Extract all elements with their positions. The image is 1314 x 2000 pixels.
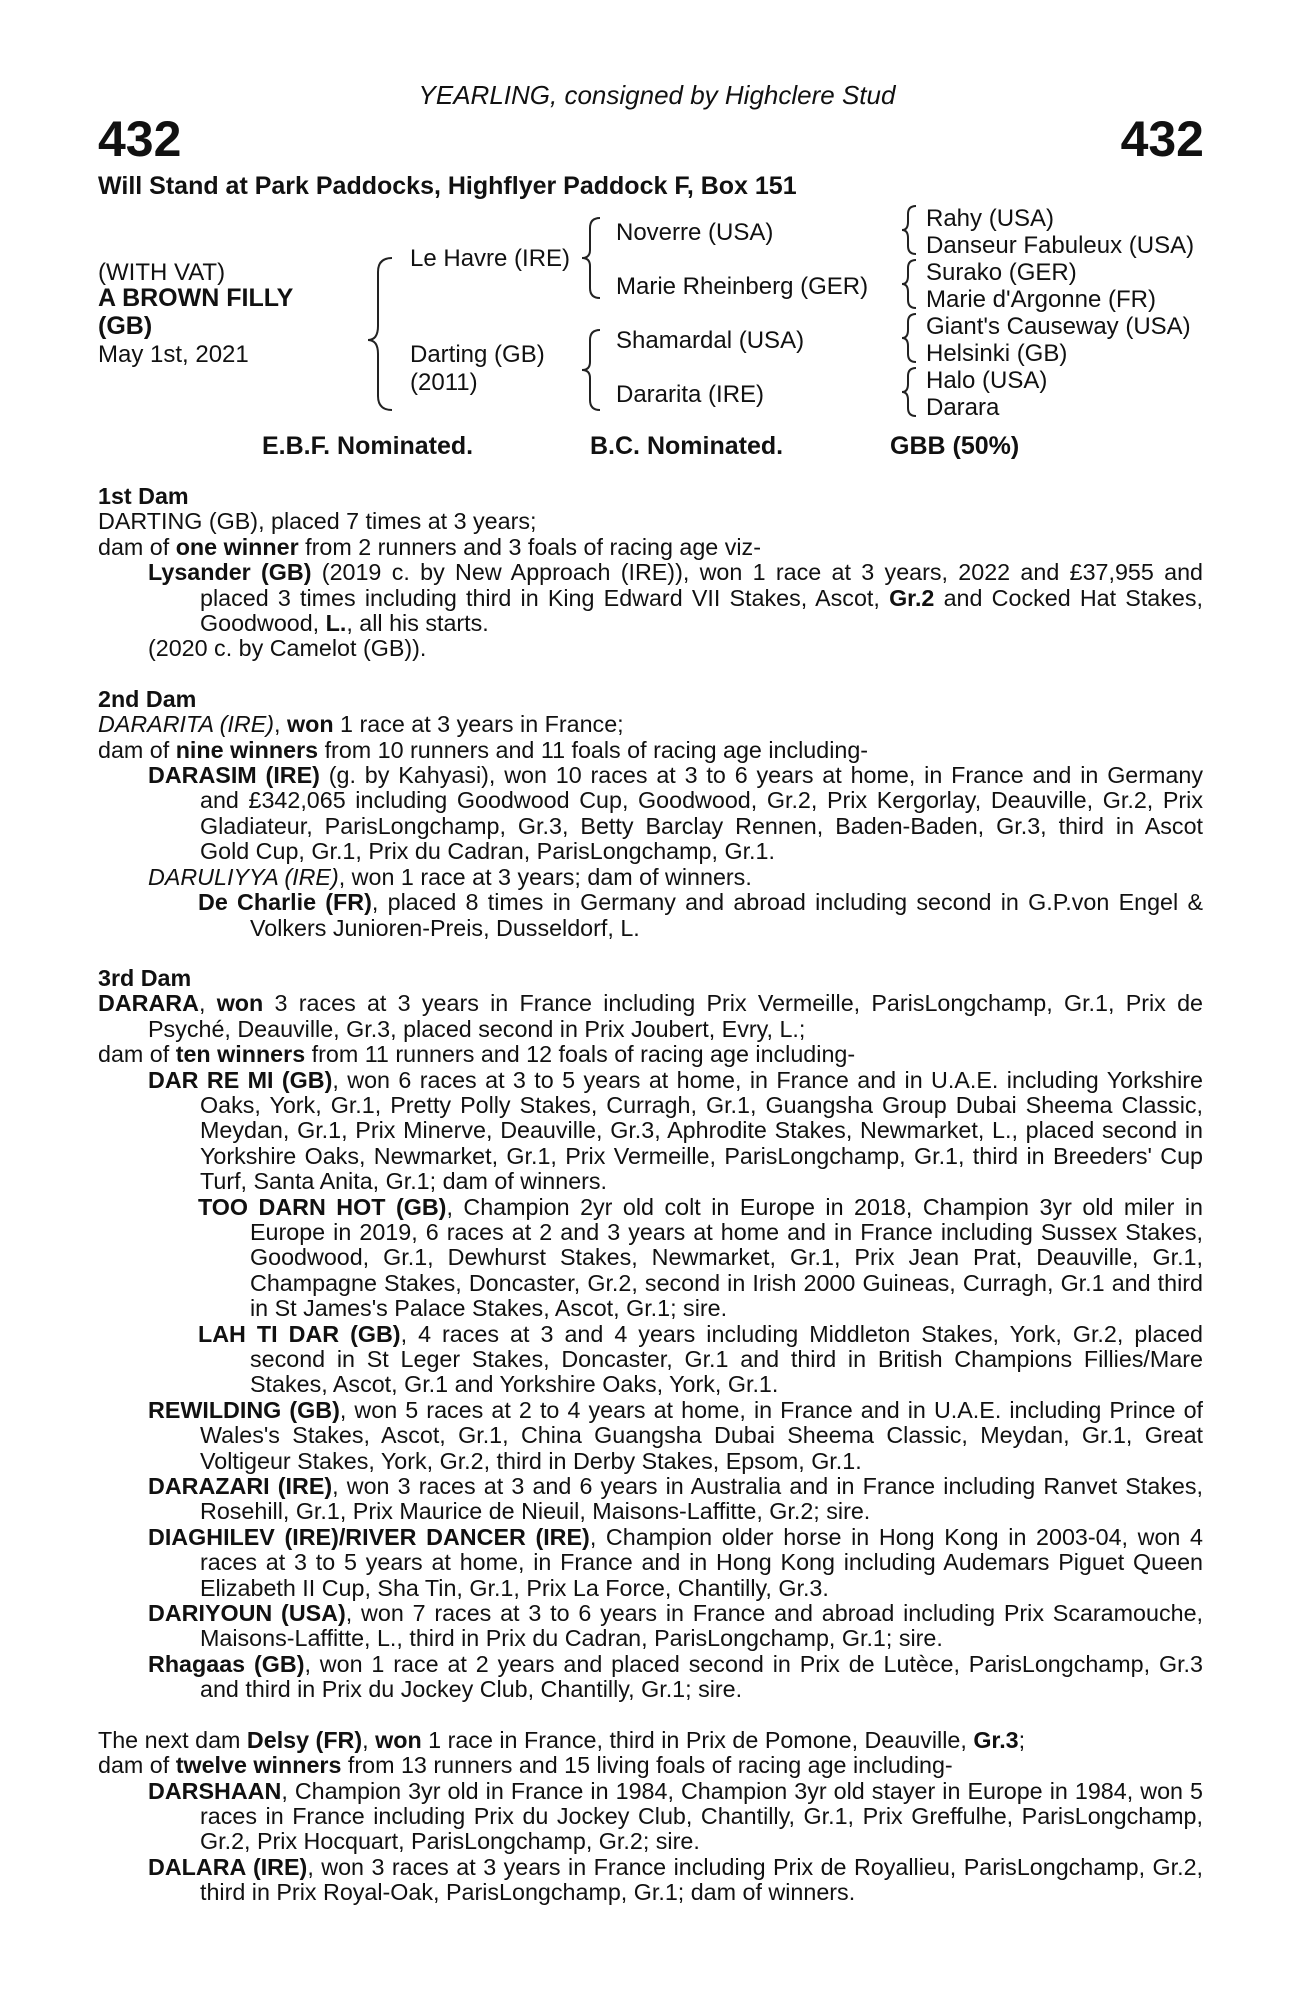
pedigree-dam-sire: Shamardal (USA) <box>616 327 805 354</box>
horse-description: A BROWN FILLY <box>98 284 294 312</box>
darshaan-entry: DARSHAAN, Champion 3yr old in France in 1984, Champion 3yr old stayer in Europe in 1984, won 5 races in France including Prix du Jockey Club, Chantilly, Gr.1, Prix Greffulhe, ParisLongchamp, Gr.2, Prix Hocquart, ParisLongchamp, Gr.2; sire. <box>148 1777 1203 1855</box>
darazari-entry: DARAZARI (IRE), won 3 races at 3 and 6 years in Australia and in France including Ranvet Stakes, Rosehill, Gr.1, Prix Maurice de Nieuil, Maisons-Laffitte, Gr.2; sire. <box>148 1473 1203 1525</box>
dariyoun-entry: DARIYOUN (USA), won 7 races at 3 to 6 years in France and abroad including Prix Scaramouche, Maisons-Laffitte, L., third in Prix du Cadran, ParisLongchamp, Gr.1; sire. <box>148 1600 1203 1652</box>
darara-entry: DARARA, won 3 races at 3 years in France including Prix Vermeille, ParisLongchamp, Gr.1, Prix de Psyché, Deauville, Gr.3, placed second in Prix Joubert, Evry, L.; <box>98 990 1203 1042</box>
pedigree-gen3-3: Surako (GER) <box>926 259 1077 286</box>
second-dam-heading: 2nd Dam <box>98 685 197 712</box>
next-dam-line2: dam of twelve winners from 13 runners and 15 living foals of racing age including- <box>98 1752 953 1779</box>
first-dam-line2: dam of one winner from 2 runners and 3 foals of racing age viz- <box>98 533 761 560</box>
gen3-brace-2 <box>902 260 916 308</box>
bc-nomination: B.C. Nominated. <box>590 432 784 460</box>
pedigree-gen3-8: Darara <box>926 394 1000 421</box>
diaghilev-entry: DIAGHILEV (IRE)/RIVER DANCER (IRE), Champion older horse in Hong Kong in 2003-04, won 4 races at 3 to 5 years at home, in France and in Hong Kong including Audemars Piguet Queen Elizabeth II Cup, Sha Tin, Gr.1, Prix La Force, Chantilly, Gr.3. <box>148 1523 1203 1601</box>
gen3-brace-1 <box>902 206 916 254</box>
first-dam-heading: 1st Dam <box>98 483 189 509</box>
lysander-entry: Lysander (GB) (2019 c. by New Approach (IRE)), won 1 race at 3 years, 2022 and £37,955 and placed 3 times including third in King Edward VII Stakes, Ascot, Gr.2 and Cocked Hat Stakes, Goodwood, L., all his starts. <box>148 559 1204 637</box>
main-brace <box>368 258 392 410</box>
next-dam-line1: The next dam Delsy (FR), won 1 race in France, third in Prix de Pomone, Deauville, Gr.3; <box>98 1726 1026 1753</box>
daruliyya-entry: DARULIYYA (IRE), won 1 race at 3 years; dam of winners. <box>148 863 752 890</box>
lot-number-left: 432 <box>98 111 182 167</box>
pedigree-gen3-6: Helsinki (GB) <box>926 340 1068 367</box>
pedigree-sire-sire: Noverre (USA) <box>616 219 774 246</box>
gbb-note: GBB (50%) <box>890 432 1020 460</box>
sire-brace <box>582 218 600 298</box>
pedigree-dam: Darting (GB) <box>410 341 545 368</box>
pedigree-gen3-5: Giant's Causeway (USA) <box>926 313 1191 340</box>
pedigree-notes <box>98 484 1203 1906</box>
second-dam-line2: dam of nine winners from 10 runners and 11 foals of racing age including- <box>98 736 869 763</box>
third-dam-heading: 3rd Dam <box>98 964 192 991</box>
second-dam-line1: DARARITA (IRE), won 1 race at 3 years in France; <box>98 711 624 738</box>
third-dam-line2: dam of ten winners from 11 runners and 12 foals of racing age including- <box>98 1041 856 1068</box>
consignment-header: YEARLING, consigned by Highclere Stud <box>418 80 896 110</box>
pedigree-gen3-2: Danseur Fabuleux (USA) <box>926 232 1195 259</box>
pedigree-dam-year: (2011) <box>410 369 478 396</box>
vat-note: (WITH VAT) <box>98 259 226 286</box>
gen3-brace-3 <box>902 314 916 362</box>
foal-2020: (2020 c. by Camelot (GB)). <box>148 635 427 662</box>
lot-number-right: 432 <box>1120 111 1204 167</box>
pedigree-gen3-1: Rahy (USA) <box>926 205 1055 232</box>
lah-ti-dar-entry: LAH TI DAR (GB), 4 races at 3 and 4 years including Middleton Stakes, York, Gr.2, placed second in St Leger Stakes, Doncaster, Gr.1 and third in British Champions Fillies/Mare Stakes, Ascot, Gr.1 and Yorkshire Oaks, York, Gr.1. <box>198 1320 1203 1398</box>
rhagaas-entry: Rhagaas (GB), won 1 race at 2 years and placed second in Prix de Lutèce, ParisLongchamp, Gr.3 and third in Prix du Jockey Club, Chantilly, Gr.1; sire. <box>148 1650 1203 1703</box>
dalara-entry: DALARA (IRE), won 3 races at 3 years in France including Prix de Royallieu, ParisLongchamp, Gr.2, third in Prix Royal-Oak, ParisLongchamp, Gr.1; dam of winners. <box>148 1853 1204 1906</box>
pedigree-sire-dam: Marie Rheinberg (GER) <box>616 273 869 300</box>
pedigree-dam-dam: Dararita (IRE) <box>616 381 765 408</box>
pedigree-gen3-4: Marie d'Argonne (FR) <box>926 286 1156 313</box>
rewilding-entry: REWILDING (GB), won 5 races at 2 to 4 years at home, in France and in U.A.E. including Prince of Wales's Stakes, Ascot, Gr.1, China Guangsha Dubai Sheema Classic, Meydan, Gr.1, Great Voltigeur Stakes, York, Gr.2, third in Derby Stakes, Epsom, Gr.1. <box>148 1396 1203 1474</box>
stand-location: Will Stand at Park Paddocks, Highflyer Paddock F, Box 151 <box>98 172 797 200</box>
dam-brace <box>582 330 600 410</box>
first-dam-line1: DARTING (GB), placed 7 times at 3 years; <box>98 508 537 535</box>
pedigree-gen3-7: Halo (USA) <box>926 367 1048 394</box>
pedigree-sire: Le Havre (IRE) <box>410 245 571 272</box>
horse-origin: (GB) <box>98 312 153 340</box>
too-darn-hot-entry: TOO DARN HOT (GB), Champion 2yr old colt in Europe in 2018, Champion 3yr old miler in Europe in 2019, 6 races at 2 and 3 years at home and in France including Sussex Stakes, Goodwood, Gr.1, Dewhurst Stakes, Newmarket, Gr.1, Prix Jean Prat, Deauville, Gr.1, Champagne Stakes, Doncaster, Gr.2, second in Irish 2000 Guineas, Curragh, Gr.1 and third in St James's Palace Stakes, Ascot, Gr.1; sire. <box>198 1193 1203 1322</box>
pedigree-braces <box>0 0 1314 430</box>
de-charlie-entry: De Charlie (FR), placed 8 times in Germany and abroad including second in G.P.von Engel & Volkers Junioren-Preis, Dusseldorf, L. <box>198 889 1203 941</box>
gen3-brace-4 <box>902 368 916 416</box>
darasim-entry: DARASIM (IRE) (g. by Kahyasi), won 10 races at 3 to 6 years at home, in France and in Germany and £342,065 including Goodwood Cup, Goodwood, Gr.2, Prix Kergorlay, Deauville, Gr.2, Prix Gladiateur, ParisLongchamp, Gr.3, Betty Barclay Rennen, Baden-Baden, Gr.3, third in Ascot Gold Cup, Gr.1, Prix du Cadran, ParisLongchamp, Gr.1. <box>148 762 1203 865</box>
dar-re-mi-entry: DAR RE MI (GB), won 6 races at 3 to 5 years at home, in France and in U.A.E. including Yorkshire Oaks, York, Gr.1, Pretty Polly Stakes, Curragh, Gr.1, Guangsha Group Dubai Sheema Classic, Meydan, Gr.1, Prix Minerve, Deauville, Gr.3, Aphrodite Stakes, Newmarket, L., placed second in Yorkshire Oaks, Newmarket, Gr.1, Prix Vermeille, ParisLongchamp, Gr.1, third in Breeders' Cup Turf, Santa Anita, Gr.1; dam of winners. <box>148 1066 1203 1195</box>
foaling-date: May 1st, 2021 <box>98 341 249 368</box>
ebf-nomination: E.B.F. Nominated. <box>262 432 474 460</box>
